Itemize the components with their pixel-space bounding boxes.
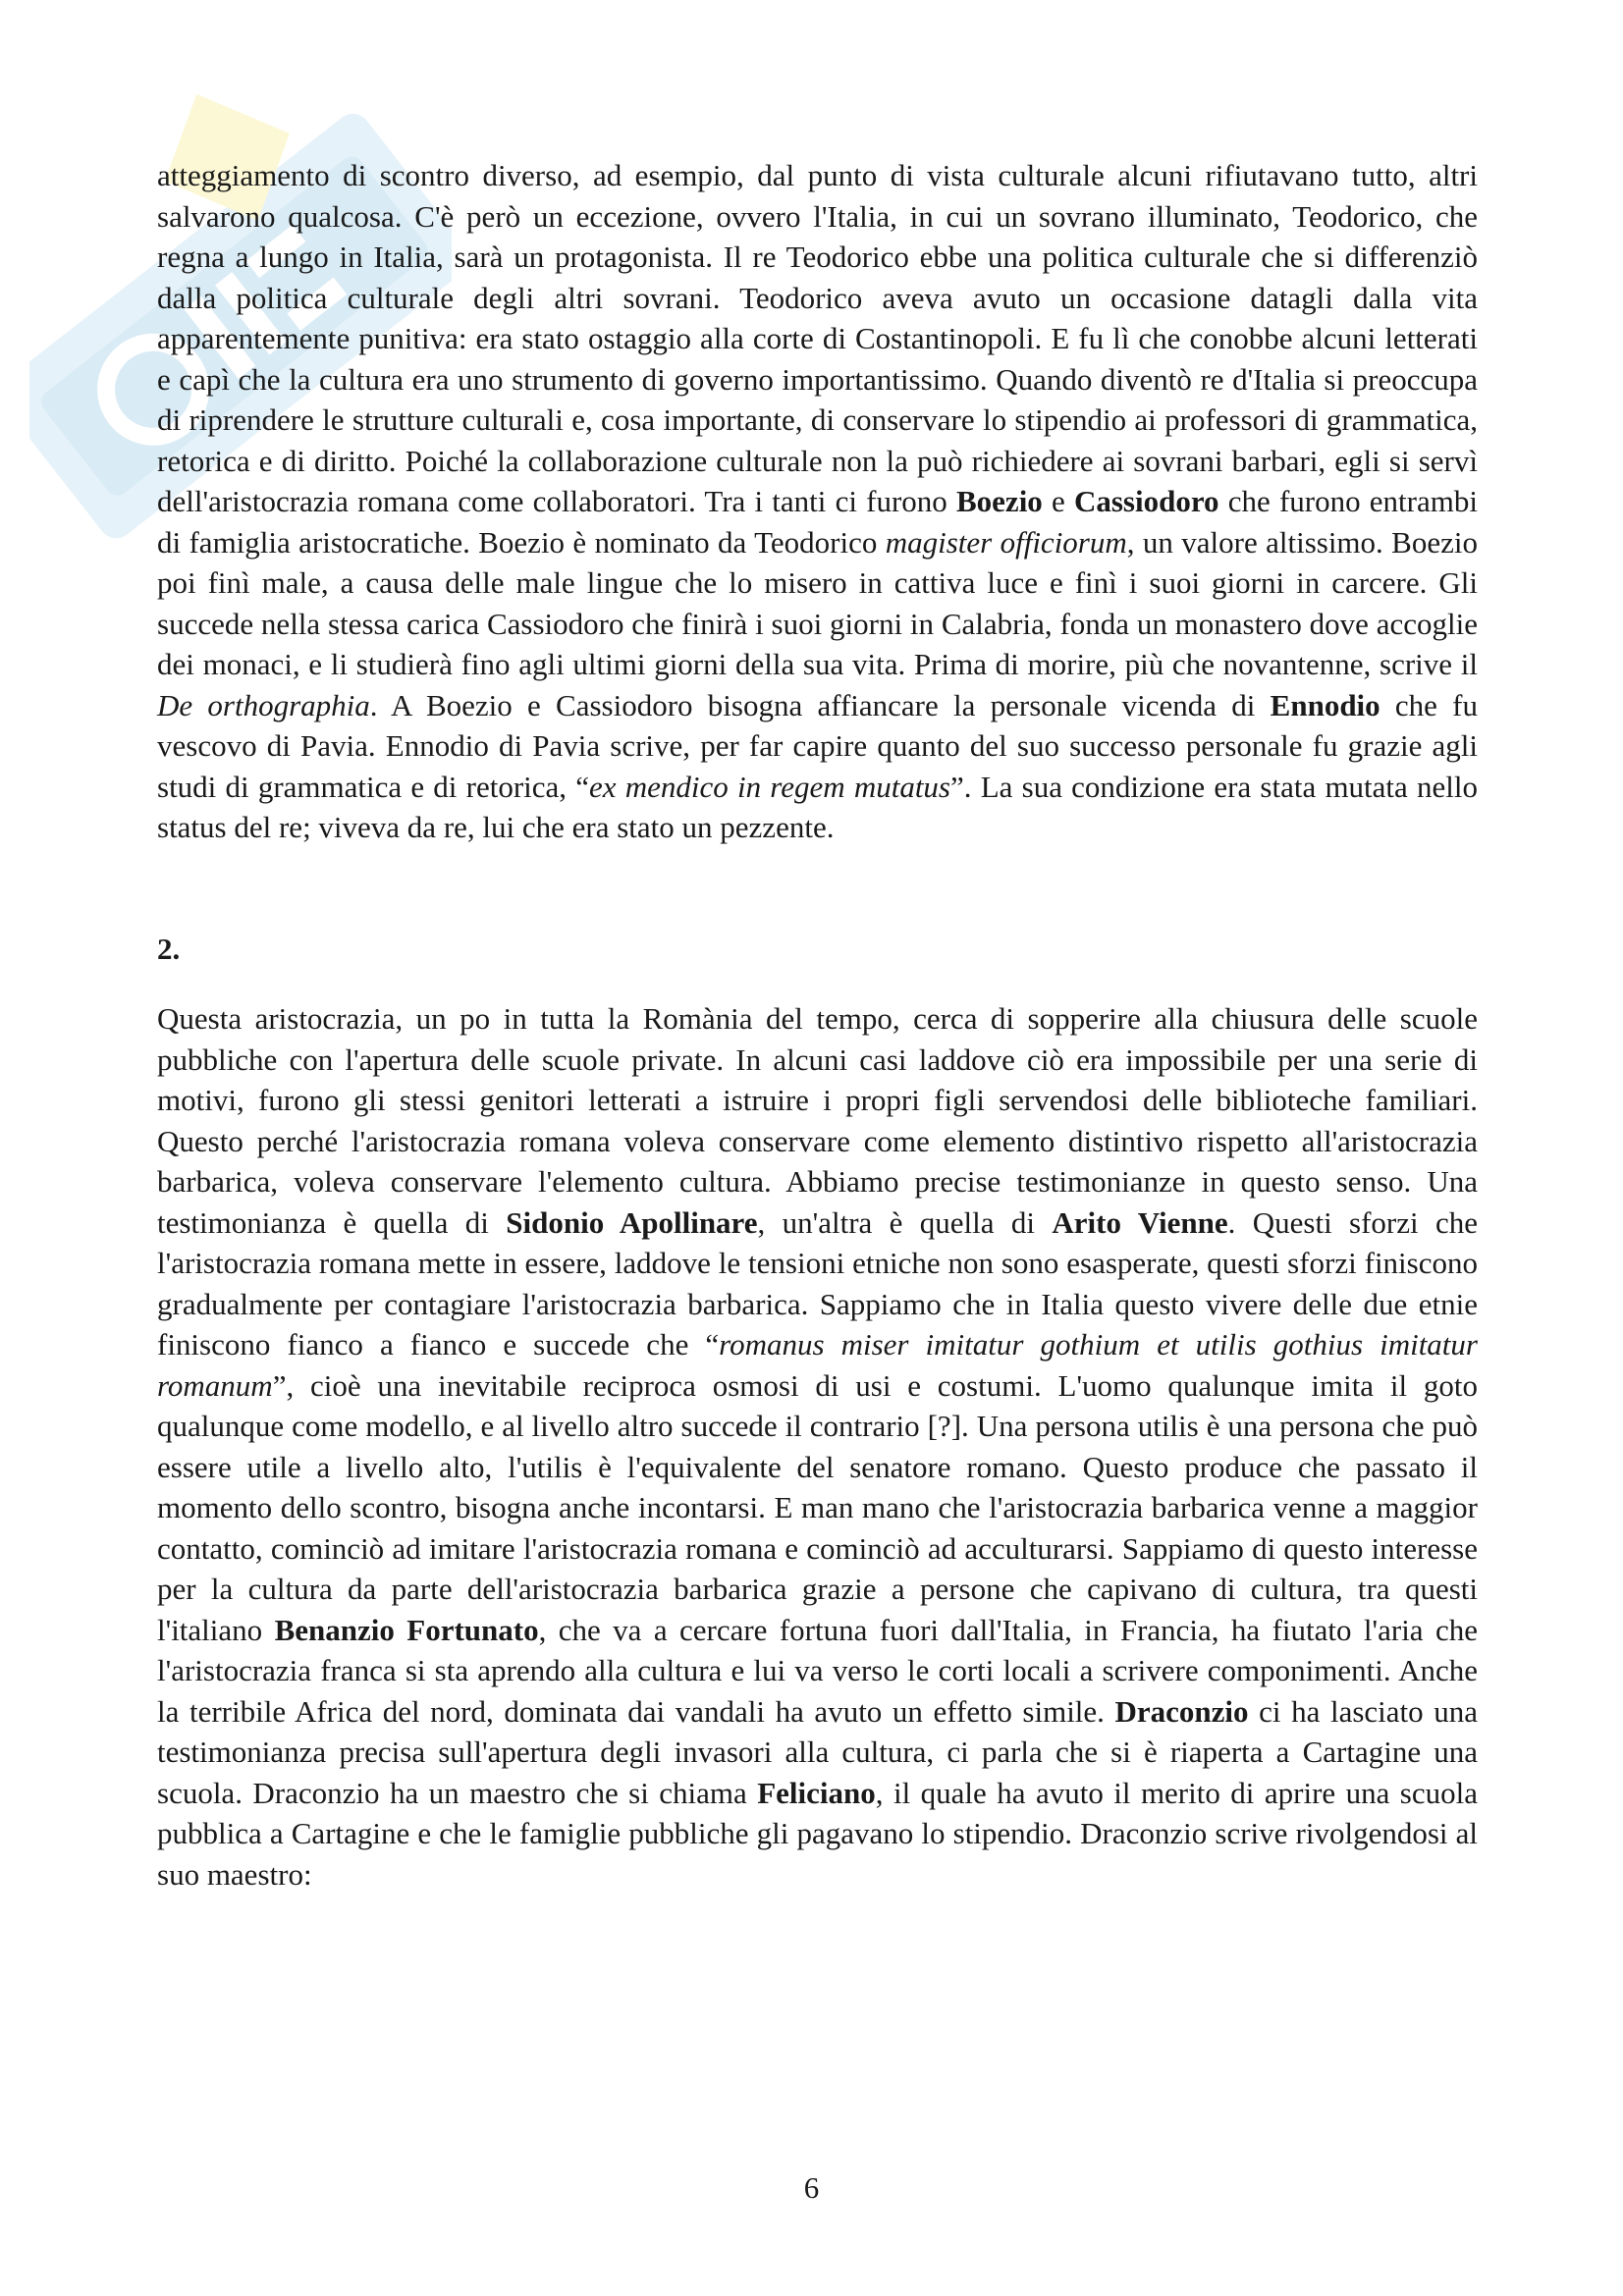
bold-name: Feliciano — [757, 1775, 876, 1810]
text-run: , un valore altissimo. Boezio poi finì male, a causa delle male lingue che lo misero in cattiva luce e finì i suoi giorni in carcere. Gli succede nella stessa carica Cassiodoro che finirà i suoi giorni in Calabria, fonda un monastero dove accoglie dei monaci, e li studierà fino agli ultimi giorni della sua vita. Prima di morire, più che novantenne, scrive il — [157, 524, 1478, 681]
page-number: 6 — [803, 2170, 820, 2205]
bold-name: Arito Vienne — [1052, 1204, 1228, 1240]
italic-term: magister officiorum — [885, 524, 1127, 560]
document-page — [157, 155, 1478, 1895]
bold-name: Benanzio Fortunato — [274, 1612, 539, 1647]
text-run: . A Boezio e Cassiodoro bisogna affiancare la personale vicenda di — [369, 687, 1271, 722]
italic-term: De orthographia — [157, 687, 370, 722]
text-run: . Questi sforzi che l'aristocrazia romana mette in essere, laddove le tensioni etniche non sono esasperate, questi sforzi finiscono gradualmente per contagiare l'aristocrazia barbarica. Sappiamo che in Italia questo vivere delle due etnie finiscono fianco a fianco e succede che “ — [157, 1204, 1479, 1362]
paragraph-2 — [157, 998, 1478, 1895]
text-run: che furono entrambi di famiglia aristocratiche. Boezio è nominato da Teodorico — [157, 484, 1478, 560]
text-run: atteggiamento di scontro diverso, ad esempio, dal punto di vista culturale alcuni rifiutavano tutto, altri salvarono qualcosa. C'è però un eccezione, ovvero l'Italia, in cui un sovrano illuminato, Teodorico, che regna a lungo in Italia, sarà un protagonista. Il re Teodorico ebbe una politica culturale che si differenziò dalla politica culturale degli altri sovrani. Teodorico aveva avuto un occasione datagli dalla vita apparentemente punitiva: era stato ostaggio alla corte di Costantinopoli. E fu lì che conobbe alcuni letterati e capì che la cultura era uno strumento di governo importantissimo. Quando diventò re d'Italia si preoccupa di riprendere le strutture culturali e, cosa importante, di conservare lo stipendio ai professori di grammatica, retorica e di diritto. Poiché la collaborazione culturale non la può richiedere ai sovrani barbari, egli si servì dell'aristocrazia romana come collaboratori. Tra i tanti ci furono — [157, 158, 1478, 518]
paragraph-1 — [157, 155, 1478, 848]
text-run: ”. La sua condizione era stata mutata nello status del re; viveva da re, lui che era stato un pezzente. — [157, 769, 1478, 844]
section-heading: 2. — [157, 931, 181, 966]
text-run: , che va a cercare fortuna fuori dall'Italia, in Francia, ha fiutato l'aria che l'aristocrazia franca si sta aprendo alla cultura e lui va verso le corti locali a scrivere componimenti. Anche la terribile Africa del nord, dominata dai vandali ha avuto un effetto simile. — [157, 1612, 1478, 1729]
text-run: Questa aristocrazia, un po in tutta la Romània del tempo, cerca di sopperire alla chiusura delle scuole pubbliche con l'apertura delle scuole private. In alcuni casi laddove ciò era impossibile per una serie di motivi, furono gli stessi genitori letterati a istruire i propri figli servendosi delle biblioteche familiari. Questo perché l'aristocrazia romana voleva conservare come elemento distintivo rispetto all'aristocrazia barbarica, voleva conservare l'elemento cultura. Abbiamo precise testimonianze in questo senso. Una testimonianza è quella di — [157, 1001, 1478, 1240]
bold-name: Cassiodoro — [1073, 484, 1219, 518]
bold-name: Boezio — [956, 484, 1043, 518]
italic-term: ex mendico in regem mutatus — [589, 769, 950, 804]
italic-term: romanus miser imitatur gothium et utilis gothius imitatur romanum — [157, 1327, 1478, 1403]
bold-name: Draconzio — [1114, 1693, 1249, 1729]
bold-name: Sidonio Apollinare — [506, 1204, 758, 1240]
text-run: ci ha lasciato una testimonianza precisa sull'apertura degli invasori alla cultura, ci parla che si è riaperta a Cartagine una scuola. Draconzio ha un maestro che si chiama — [157, 1693, 1478, 1810]
text-run: e — [1042, 484, 1074, 518]
text-run: ”, cioè una inevitabile reciproca osmosi di usi e costumi. L'uomo qualunque imita il goto qualunque come modello, e al livello altro succede il contrario [?]. Una persona utilis è una persona che può essere utile a livello alto, l'utilis è l'equivalente del senatore romano. Questo produce che passato il momento dello scontro, bisogna anche incontarsi. E man mano che l'aristocrazia barbarica venne a maggior contatto, cominciò ad imitare l'aristocrazia romana e cominciò ad acculturarsi. Sappiamo di questo interesse per la cultura da parte dell'aristocrazia barbarica grazie a persone che capivano di cultura, tra questi l'italiano — [157, 1367, 1478, 1647]
bold-name: Ennodio — [1270, 687, 1380, 722]
text-run: , il quale ha avuto il merito di aprire una scuola pubblica a Cartagine e che le famiglie pubbliche gli pagavano lo stipendio. Draconzio scrive rivolgendosi al suo maestro: — [157, 1775, 1478, 1892]
text-run: che fu vescovo di Pavia. Ennodio di Pavia scrive, per far capire quanto del suo successo personale fu grazie agli studi di grammatica e di retorica, “ — [157, 687, 1479, 804]
text-run: , un'altra è quella di — [757, 1204, 1053, 1240]
